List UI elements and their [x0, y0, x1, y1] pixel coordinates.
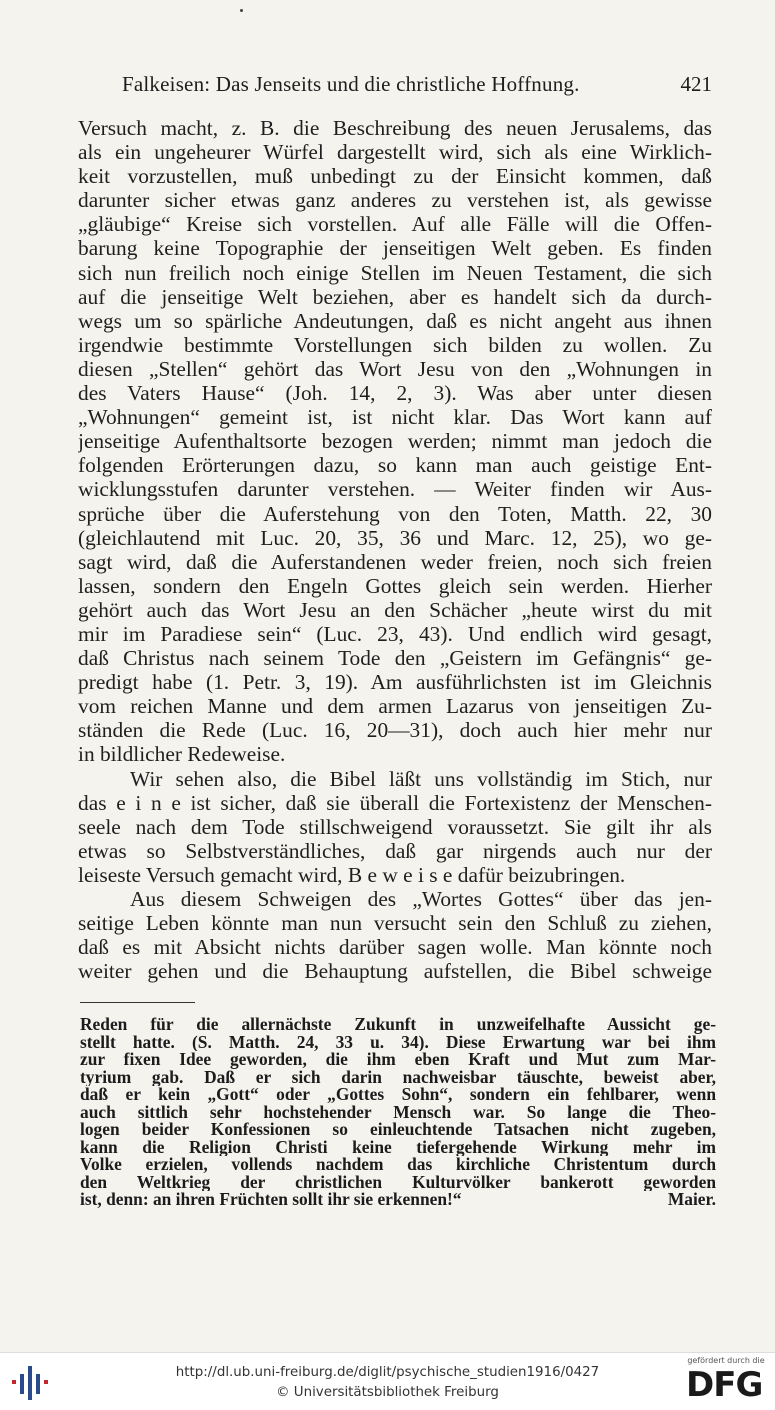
- text-line: ständen die Rede (Luc. 16, 20—31), doch auch hier mehr nur: [78, 718, 712, 743]
- text-line: wicklungsstufen darunter verstehen. — Weiter finden wir Aus-: [78, 477, 712, 502]
- running-header-title: Falkeisen: Das Jenseits und die christliche Hoffnung.: [122, 72, 580, 96]
- footnote-line: daß er kein „Gott“ oder „Gottes Sohn“, sondern ein fehlbarer, wenn: [80, 1086, 716, 1104]
- text-line: daß Christus nach seinem Tode den „Geistern im Gefängnis“ ge-: [78, 646, 712, 671]
- page-number: 421: [680, 72, 712, 96]
- permalink-url[interactable]: http://dl.ub.uni-freiburg.de/diglit/psychische_studien1916/0427: [175, 1365, 600, 1380]
- text-line: sagt wird, daß die Auferstandenen weder freien, noch sich freien: [78, 549, 712, 574]
- footnote-separator: [80, 1002, 195, 1003]
- main-text: [78, 116, 712, 983]
- text-line-paragraph-end: leiseste Versuch gemacht wird, B e w e i s e dafür beizubringen.: [78, 862, 626, 887]
- text-line: irgendwie bestimmte Vorstellungen sich bilden zu wollen. Zu: [78, 332, 712, 357]
- footnote-signature: Maier.: [667, 1191, 716, 1209]
- text-line: predigt habe (1. Petr. 3, 19). Am ausführlichsten ist im Gleichnis: [78, 670, 712, 695]
- footnote-line: den Weltkrieg der christlichen Kulturvölker bankerott geworden: [80, 1173, 716, 1191]
- footnote-line: auch sittlich sehr hochstehender Mensch war. So lange die Theo-: [80, 1103, 716, 1121]
- text-line: darunter sicher etwas ganz anderes zu verstehen ist, als gewisse: [78, 188, 712, 213]
- footnote-last-line: [80, 1191, 716, 1209]
- text-line: folgenden Erörterungen dazu, so kann man auch geistige Ent-: [78, 453, 712, 478]
- footnote-closing-text: ist, denn: an ihren Früchten sollt ihr sie erkennen!“: [80, 1191, 462, 1209]
- text-line: des Vaters Hause“ (Joh. 14, 2, 3). Was aber unter diesen: [78, 381, 712, 406]
- text-line: barung keine Topographie der jenseitigen Welt geben. Es finden: [78, 236, 712, 261]
- text-line: sich nun freilich noch einige Stellen im Neuen Testament, die sich: [78, 260, 712, 285]
- running-header: [122, 72, 712, 102]
- text-line: das e i n e ist sicher, daß sie überall die Fortexistenz der Menschen-: [78, 790, 712, 815]
- text-line: (gleichlautend mit Luc. 20, 35, 36 und Marc. 12, 25), wo ge-: [78, 525, 712, 550]
- text-line: keit vorzustellen, muß unbedingt zu der Einsicht kommen, daß: [78, 164, 712, 189]
- text-line: gehört auch das Wort Jesu an den Schächer „heute wirst du mit: [78, 597, 712, 622]
- text-line: etwas so Selbstverständliches, daß gar nirgends auch nur der: [78, 838, 712, 863]
- text-line-paragraph-start: Aus diesem Schweigen des „Wortes Gottes“ über das jen-: [130, 887, 712, 911]
- copyright-notice: © Universitätsbibliothek Freiburg: [276, 1385, 499, 1400]
- text-line: jenseitige Aufenthaltsorte bezogen werden; nimmt man jedoch die: [78, 429, 712, 454]
- text-line: seele nach dem Tode stillschweigend voraussetzt. Sie gilt ihr als: [78, 814, 712, 839]
- text-line-paragraph-start: Wir sehen also, die Bibel läßt uns vollständig im Stich, nur: [130, 766, 712, 791]
- text-line: daß es mit Absicht nichts darüber sagen wolle. Man könnte noch: [78, 935, 712, 960]
- footnote-line: zur fixen Idee geworden, die ihm eben Kraft und Mut zum Mar-: [80, 1051, 716, 1069]
- footnote-line: kann die Religion Christi keine tiefergehende Wirkung mehr im: [80, 1138, 716, 1156]
- text-line: „gläubige“ Kreise sich vorstellen. Auf alle Fälle will die Offen-: [78, 212, 712, 237]
- text-line-paragraph-end: in bildlicher Redeweise.: [78, 742, 286, 767]
- text-line: als ein ungeheurer Würfel dargestellt wird, sich als eine Wirklich-: [78, 140, 712, 165]
- footnote-line: Volke erzielen, vollends nachdem das kirchliche Christentum durch: [80, 1156, 716, 1174]
- text-line: „Wohnungen“ gemeint ist, ist nicht klar. Das Wort kann auf: [78, 405, 712, 430]
- text-line: lassen, sondern den Engeln Gottes gleich sein werden. Hierher: [78, 573, 712, 598]
- speck-mark: [240, 9, 243, 12]
- footnote-line: Reden für die allernächste Zukunft in unzweifelhafte Aussicht ge-: [80, 1016, 716, 1034]
- footnote-line: stellt hatte. (S. Matth. 24, 33 u. 34). Diese Erwartung war bei ihm: [80, 1033, 716, 1051]
- viewer-footer: [0, 1352, 775, 1410]
- text-line: vom reichen Manne und dem armen Lazarus von jenseitigen Zu-: [78, 694, 712, 719]
- funding-note: gefördert durch die: [687, 1356, 765, 1365]
- text-line: auf die jenseitige Welt beziehen, aber es handelt sich da durch-: [78, 284, 712, 309]
- text-line: weiter gehen und die Behauptung aufstellen, die Bibel schweige: [78, 959, 712, 984]
- text-line: Versuch macht, z. B. die Beschreibung des neuen Jerusalems, das: [78, 116, 712, 140]
- footnote: [80, 1016, 716, 1209]
- text-line: seitige Leben könnte man nun versucht sein den Schluß zu ziehen,: [78, 911, 712, 936]
- text-line: mir im Paradiese sein“ (Luc. 23, 43). Und endlich wird gesagt,: [78, 621, 712, 646]
- text-line: wegs um so spärliche Andeutungen, daß es nicht angeht aus ihnen: [78, 308, 712, 333]
- text-line: diesen „Stellen“ gehört das Wort Jesu von den „Wohnungen in: [78, 356, 712, 381]
- text-line: sprüche über die Auferstehung von den Toten, Matth. 22, 30: [78, 501, 712, 526]
- dfg-logo: DFG: [686, 1365, 763, 1405]
- footnote-line: tyrium gab. Daß er sich darin nachweisbar täuschte, beweist aber,: [80, 1068, 716, 1086]
- footnote-line: logen beider Konfessionen so einleuchtende Tatsachen nicht zugeben,: [80, 1121, 716, 1139]
